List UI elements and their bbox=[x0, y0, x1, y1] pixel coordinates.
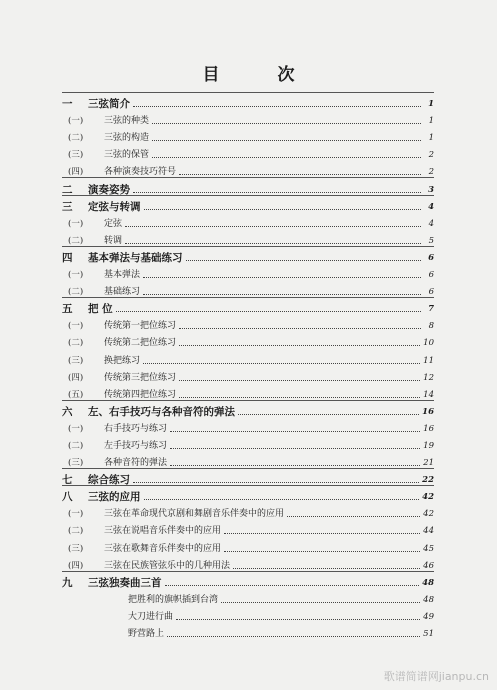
toc-label: 把胜利的旗帜插到台湾 bbox=[128, 594, 219, 605]
toc-label: 换把练习 bbox=[104, 355, 141, 366]
toc-label: 三弦在说唱音乐伴奏中的应用 bbox=[104, 526, 222, 537]
toc-number: (五) bbox=[68, 389, 84, 400]
toc-label: 基本弹法与基础练习 bbox=[88, 251, 183, 264]
toc-label: 右手技巧与练习 bbox=[104, 423, 168, 434]
toc-label: 左、右手技巧与各种音符的弹法 bbox=[88, 405, 235, 418]
dot-leader bbox=[170, 465, 420, 466]
toc-section-row[interactable] bbox=[62, 127, 434, 144]
dot-leader bbox=[179, 174, 421, 175]
dot-leader bbox=[238, 414, 419, 415]
toc-number: 七 bbox=[62, 474, 73, 487]
toc-label: 定弦与转调 bbox=[88, 200, 141, 213]
toc-chapter-row[interactable] bbox=[62, 572, 434, 589]
toc-number: (四) bbox=[68, 167, 84, 178]
toc-page-number: 1 bbox=[428, 99, 434, 110]
toc-number: (四) bbox=[68, 372, 84, 383]
dot-leader bbox=[144, 209, 422, 210]
toc-number: 五 bbox=[62, 303, 73, 316]
toc-page-number: 48 bbox=[423, 594, 434, 605]
toc-number: 九 bbox=[62, 576, 73, 589]
toc-label: 各种音符的弹法 bbox=[104, 458, 168, 469]
toc-label: 三弦的保管 bbox=[104, 150, 150, 161]
toc-label: 传统第三把位练习 bbox=[104, 372, 177, 383]
toc-section-row[interactable] bbox=[62, 520, 434, 537]
toc-label: 基本弹法 bbox=[104, 270, 141, 281]
dot-leader bbox=[133, 482, 419, 483]
toc-number: (二) bbox=[68, 133, 84, 144]
toc-number: (一) bbox=[68, 509, 84, 520]
toc-section-row[interactable] bbox=[62, 435, 434, 452]
toc-page-number: 48 bbox=[422, 577, 434, 588]
dot-leader bbox=[143, 363, 420, 364]
toc-chapter-row[interactable] bbox=[62, 486, 434, 503]
dot-leader bbox=[125, 226, 421, 227]
toc-section-row[interactable] bbox=[62, 213, 434, 230]
toc-number: (二) bbox=[68, 526, 84, 537]
toc-chapter-row[interactable] bbox=[62, 178, 434, 195]
dot-leader bbox=[186, 260, 422, 261]
toc-page-number: 22 bbox=[422, 475, 434, 486]
dot-leader bbox=[165, 585, 420, 586]
toc-page-number: 4 bbox=[428, 201, 434, 212]
toc-chapter-row[interactable] bbox=[62, 401, 434, 418]
toc-page-number: 6 bbox=[428, 252, 434, 263]
dot-leader bbox=[143, 277, 421, 278]
toc-label: 三弦的种类 bbox=[104, 116, 150, 127]
toc-number: 一 bbox=[62, 98, 73, 111]
toc-chapter-row[interactable] bbox=[62, 298, 434, 315]
toc-label: 综合练习 bbox=[88, 474, 130, 487]
toc-page-number: 11 bbox=[423, 355, 434, 366]
toc-number: (三) bbox=[68, 543, 84, 554]
toc-label: 三弦在歌舞音乐伴奏中的应用 bbox=[104, 543, 222, 554]
toc-page-number: 46 bbox=[423, 560, 434, 571]
toc-number: 四 bbox=[62, 251, 73, 264]
toc-page-number: 51 bbox=[423, 629, 434, 639]
toc-page-number: 5 bbox=[428, 235, 434, 246]
toc-section-row[interactable] bbox=[62, 315, 434, 332]
dot-leader bbox=[221, 602, 420, 603]
toc-number: (三) bbox=[68, 355, 84, 366]
toc-section-row[interactable] bbox=[62, 230, 434, 247]
toc-number: 二 bbox=[62, 183, 73, 196]
dot-leader bbox=[116, 311, 421, 312]
toc-label: 把 位 bbox=[88, 303, 113, 316]
toc-label: 演奏姿势 bbox=[88, 183, 130, 196]
toc-section-row[interactable] bbox=[62, 110, 434, 127]
dot-leader bbox=[179, 328, 421, 329]
toc-section-row[interactable] bbox=[62, 555, 434, 572]
toc-page-number: 21 bbox=[423, 458, 434, 469]
toc-number: (一) bbox=[68, 270, 84, 281]
toc-section-row[interactable] bbox=[62, 418, 434, 435]
toc-section-row[interactable] bbox=[62, 332, 434, 349]
toc-label: 转调 bbox=[104, 235, 123, 246]
toc-chapter-row[interactable] bbox=[62, 247, 434, 264]
watermark: 歌谱简谱网jianpu.cn bbox=[383, 670, 489, 683]
toc-page-number: 19 bbox=[423, 440, 434, 451]
toc-page-number: 8 bbox=[428, 321, 434, 332]
dot-leader bbox=[224, 551, 420, 552]
toc-page-number: 16 bbox=[423, 423, 434, 434]
toc-page-number: 44 bbox=[423, 526, 434, 537]
toc-label: 基础练习 bbox=[104, 287, 141, 298]
toc-number: (一) bbox=[68, 116, 84, 127]
toc-page-number: 4 bbox=[428, 218, 434, 229]
toc-label: 左手技巧与练习 bbox=[104, 440, 168, 451]
toc-page-number: 2 bbox=[428, 150, 434, 161]
toc-number: (三) bbox=[68, 458, 84, 469]
toc-page-number: 6 bbox=[428, 270, 434, 281]
toc-chapter-row[interactable] bbox=[62, 469, 434, 486]
dot-leader bbox=[176, 619, 420, 620]
dot-leader bbox=[144, 499, 420, 500]
toc-number: (二) bbox=[68, 287, 84, 298]
toc-number: 六 bbox=[62, 405, 73, 418]
toc-section-row[interactable] bbox=[62, 452, 434, 469]
toc-label: 野营路上 bbox=[128, 629, 165, 639]
toc-piece-row[interactable] bbox=[62, 623, 434, 640]
toc-label: 三弦在民族管弦乐中的几种用法 bbox=[104, 560, 231, 571]
toc-number: (一) bbox=[68, 423, 84, 434]
dot-leader bbox=[233, 568, 420, 569]
dot-leader bbox=[287, 516, 420, 517]
toc-number: (三) bbox=[68, 150, 84, 161]
toc-page-number: 49 bbox=[423, 611, 434, 622]
toc-label: 传统第四把位练习 bbox=[104, 389, 177, 400]
toc-page-number: 2 bbox=[428, 167, 434, 178]
toc-section-row[interactable] bbox=[62, 144, 434, 161]
toc-page-number: 6 bbox=[428, 287, 434, 298]
toc-page-number: 1 bbox=[428, 116, 434, 127]
table-of-contents bbox=[62, 93, 434, 640]
dot-leader bbox=[179, 397, 420, 398]
dot-leader bbox=[133, 106, 421, 107]
toc-number: 三 bbox=[62, 200, 73, 213]
toc-page-number: 12 bbox=[423, 372, 434, 383]
dot-leader bbox=[179, 345, 420, 346]
toc-section-row[interactable] bbox=[62, 161, 434, 178]
page-title: 目 次 bbox=[202, 65, 321, 85]
dot-leader bbox=[152, 157, 421, 158]
toc-number: 八 bbox=[62, 491, 73, 504]
toc-label: 定弦 bbox=[104, 218, 123, 229]
toc-section-row[interactable] bbox=[62, 537, 434, 554]
toc-number: (一) bbox=[68, 321, 84, 332]
dot-leader bbox=[179, 380, 420, 381]
toc-page-number: 7 bbox=[428, 304, 434, 315]
toc-section-row[interactable] bbox=[62, 281, 434, 298]
dot-leader bbox=[224, 533, 420, 534]
dot-leader bbox=[143, 294, 421, 295]
toc-page-number: 45 bbox=[423, 543, 434, 554]
toc-label: 传统第一把位练习 bbox=[104, 321, 177, 332]
dot-leader bbox=[167, 636, 420, 637]
toc-section-row[interactable] bbox=[62, 503, 434, 520]
toc-section-row[interactable] bbox=[62, 367, 434, 384]
toc-page-number: 1 bbox=[428, 133, 434, 144]
toc-label: 三弦独奏曲三首 bbox=[88, 576, 162, 589]
toc-section-row[interactable] bbox=[62, 264, 434, 281]
toc-label: 大刀进行曲 bbox=[128, 611, 174, 622]
toc-page-number: 14 bbox=[423, 389, 434, 400]
toc-number: (二) bbox=[68, 440, 84, 451]
toc-page-number: 42 bbox=[422, 492, 434, 503]
toc-piece-row[interactable] bbox=[62, 606, 434, 623]
dot-leader bbox=[170, 431, 420, 432]
toc-page-number: 16 bbox=[422, 406, 434, 417]
toc-section-row[interactable] bbox=[62, 349, 434, 366]
toc-label: 三弦的构造 bbox=[104, 133, 150, 144]
toc-number: (一) bbox=[68, 218, 84, 229]
dot-leader bbox=[152, 123, 421, 124]
toc-page-number: 3 bbox=[428, 184, 434, 195]
toc-label: 各种演奏技巧符号 bbox=[104, 167, 177, 178]
toc-piece-row[interactable] bbox=[62, 589, 434, 606]
dot-leader bbox=[152, 140, 421, 141]
toc-chapter-row[interactable] bbox=[62, 93, 434, 110]
toc-section-row[interactable] bbox=[62, 384, 434, 401]
toc-page-number: 10 bbox=[423, 338, 434, 349]
toc-number: (二) bbox=[68, 235, 84, 246]
toc-label: 三弦的应用 bbox=[88, 491, 141, 504]
dot-leader bbox=[133, 192, 421, 193]
toc-label: 传统第二把位练习 bbox=[104, 338, 177, 349]
toc-number: (四) bbox=[68, 560, 84, 571]
toc-page-number: 42 bbox=[423, 509, 434, 520]
toc-number: (二) bbox=[68, 338, 84, 349]
toc-label: 三弦在革命现代京剧和舞剧音乐伴奏中的应用 bbox=[104, 509, 285, 520]
dot-leader bbox=[125, 243, 421, 244]
toc-chapter-row[interactable] bbox=[62, 196, 434, 213]
dot-leader bbox=[170, 448, 420, 449]
toc-label: 三弦简介 bbox=[88, 98, 130, 111]
